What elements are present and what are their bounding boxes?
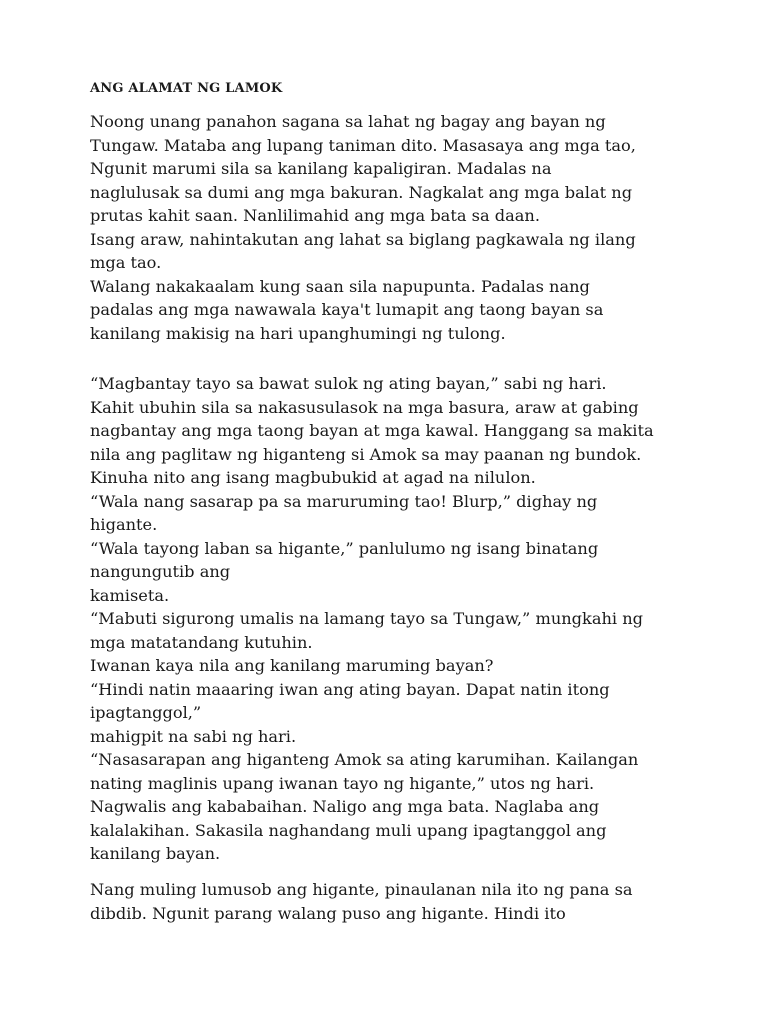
text-line: Nagwalis ang kababaihan. Naligo ang mga bata. Naglaba ang xyxy=(90,797,600,816)
text-line: prutas kahit saan. Nanlilimahid ang mga bata sa daan. xyxy=(90,206,540,225)
text-line: nangungutib ang xyxy=(90,562,231,581)
text-line: nila ang paglitaw ng higanteng si Amok sa may paanan ng bundok. xyxy=(90,444,642,464)
text-line: “Hindi natin maaaring iwan ang ating bayan. Dapat natin itong xyxy=(90,679,610,699)
text-line: “Mabuti sigurong umalis na lamang tayo sa Tungaw,” mungkahi ng xyxy=(90,609,644,628)
text-line: “Nasasarapan ang higanteng Amok sa ating karumihan. Kailangan xyxy=(90,750,639,769)
text-line: kalalakihan. Sakasila naghandang muli upang ipagtanggol ang xyxy=(90,820,607,840)
paragraph-block-3 xyxy=(90,878,690,925)
text-line: Nang muling lumusob ang higante, pinaulanan nila ito ng pana sa xyxy=(90,880,633,899)
text-line: Kahit ubuhin sila sa nakasusulasok na mga basura, araw at gabing xyxy=(90,397,639,417)
document-title: ANG ALAMAT NG LAMOK xyxy=(90,81,283,96)
text-line: Isang araw, nahintakutan ang lahat sa biglang pagkawala ng ilang xyxy=(90,229,636,249)
text-line: mga tao. xyxy=(90,253,162,272)
text-line: kamiseta. xyxy=(90,585,170,605)
text-line: Iwanan kaya nila ang kanilang maruming bayan? xyxy=(90,656,494,675)
text-line: dibdib. Ngunit parang walang puso ang higante. Hindi ito xyxy=(90,903,566,923)
text-line: Walang nakakaalam kung saan sila napupunta. Padalas nang xyxy=(90,276,590,296)
text-line: naglulusak sa dumi ang mga bakuran. Nagkalat ang mga balat ng xyxy=(90,182,633,202)
text-line: Kinuha nito ang isang magbubukid at agad na nilulon. xyxy=(90,468,536,487)
text-line: “Wala tayong laban sa higante,” panlulumo ng isang binatang xyxy=(90,538,599,558)
paragraph-block-1 xyxy=(90,110,690,345)
text-line: Ngunit marumi sila sa kanilang kapaligiran. Madalas na xyxy=(90,159,552,178)
text-line: Noong unang panahon sagana sa lahat ng bagay ang bayan ng xyxy=(90,112,606,131)
text-line: higante. xyxy=(90,515,158,534)
text-line: nating maglinis upang iwanan tayo ng higante,” utos ng hari. xyxy=(90,773,595,793)
text-line: “Wala nang sasarap pa sa maruruming tao! Blurp,” dighay ng xyxy=(90,491,598,511)
text-line: kanilang bayan. xyxy=(90,844,221,863)
text-line: “Magbantay tayo sa bawat sulok ng ating bayan,” sabi ng hari. xyxy=(90,374,607,393)
text-line: ipagtanggol,” xyxy=(90,703,202,722)
text-line: Tungaw. Mataba ang lupang taniman dito. Masasaya ang mga tao, xyxy=(90,135,636,155)
text-line: kanilang makisig na hari upanghumingi ng tulong. xyxy=(90,323,506,343)
text-line: mahigpit na sabi ng hari. xyxy=(90,726,297,746)
text-line: mga matatandang kutuhin. xyxy=(90,632,313,652)
text-line: padalas ang mga nawawala kaya't lumapit ang taong bayan sa xyxy=(90,300,604,319)
text-line: nagbantay ang mga taong bayan at mga kawal. Hanggang sa makita xyxy=(90,421,654,440)
paragraph-block-2 xyxy=(90,372,690,866)
